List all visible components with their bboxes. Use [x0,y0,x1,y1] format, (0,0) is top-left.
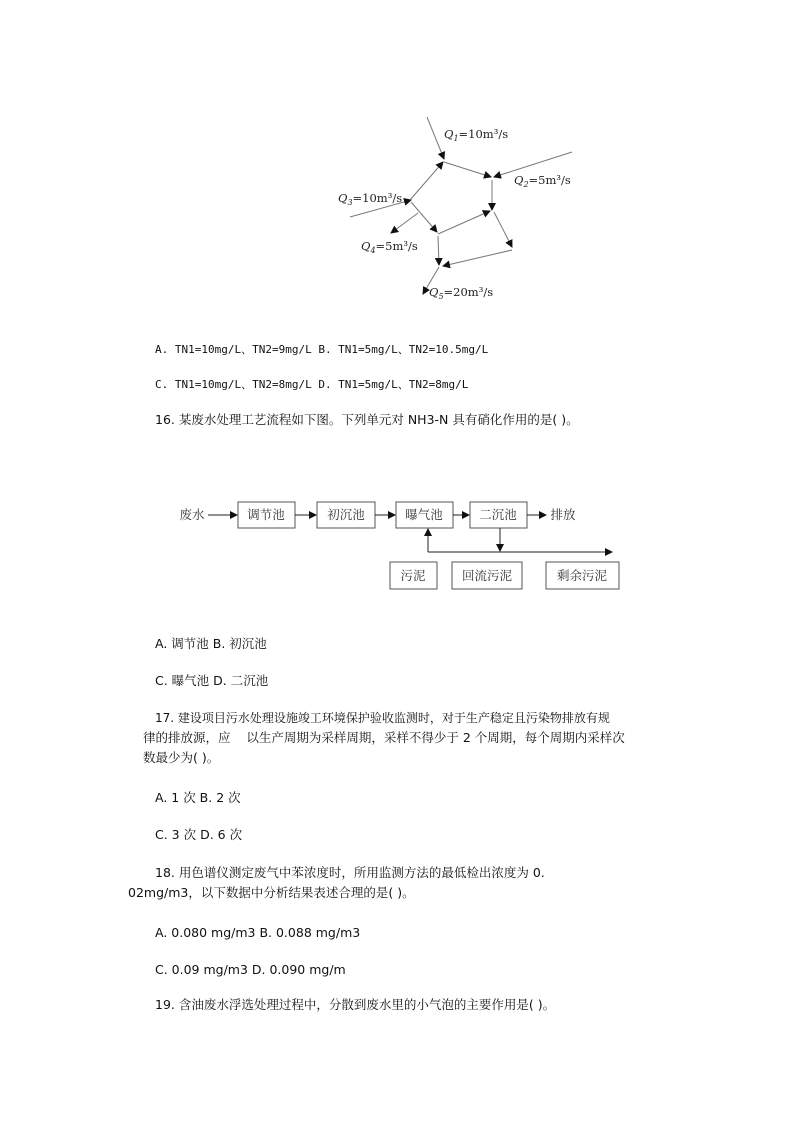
river-network-diagram [0,0,794,320]
q17-question-line-3: 数最少为( )。 [143,750,220,765]
q18-question-line-2: 02mg/m3，以下数据中分析结果表述合理的是( )。 [128,885,415,900]
flow-output-label: 排放 [550,507,576,522]
q15-options-line-2: C. TN1=10mg/L、TN2=8mg/L D. TN1=5mg/L、TN2=8mg/L [155,378,469,391]
q19-question: 19. 含油废水浮选处理过程中，分散到废水里的小气泡的主要作用是( )。 [155,997,556,1012]
unit-box-1: 调节池 [247,507,285,522]
q2-label: $Q_2=5m^3/s$ [514,173,571,189]
unit-box-3: 曝气池 [405,507,443,522]
q16-options-line-1: A. 调节池 B. 初沉池 [155,636,267,651]
q1-label: $Q_1=10m^3/s$ [444,127,509,143]
unit-box-4: 二沉池 [479,507,517,522]
q15-options-line-1: A. TN1=10mg/L、TN2=9mg/L B. TN1=5mg/L、TN2=10.5mg/L [155,343,489,356]
sludge-box-1: 污泥 [400,568,426,583]
q17-options-line-1: A. 1 次 B. 2 次 [155,790,241,805]
q16-options-line-2: C. 曝气池 D. 二沉池 [155,673,269,688]
q5-label: $Q_5=20m^3/s$ [429,285,494,301]
q4-label: $Q_4=5m^3/s$ [361,239,418,255]
q18-options-line-1: A. 0.080 mg/m3 B. 0.088 mg/m3 [155,925,361,940]
q17-options-line-2: C. 3 次 D. 6 次 [155,827,243,842]
q17-question-line-2: 律的排放源，应 以生产周期为采样周期，采样不得少于 2 个周期，每个周期内采样次 [143,730,625,745]
unit-box-2: 初沉池 [327,507,365,522]
q16-question: 16. 某废水处理工艺流程如下图。下列单元对 NH3-N 具有硝化作用的是( )。 [155,412,579,427]
sludge-box-2: 回流污泥 [461,568,513,583]
q18-options-line-2: C. 0.09 mg/m3 D. 0.090 mg/m [155,962,346,977]
flow-input-label: 废水 [179,507,205,522]
q17-question-line-1: 17. 建设项目污水处理设施竣工环境保护验收监测时，对于生产稳定且污染物排放有规 [155,711,610,725]
q3-label: $Q_3=10m^3/s$ [338,191,403,207]
wastewater-flowchart [0,490,794,600]
sludge-box-3: 剩余污泥 [556,568,608,583]
q18-question-line-1: 18. 用色谱仪测定废气中苯浓度时，所用监测方法的最低检出浓度为 0. [155,865,545,880]
